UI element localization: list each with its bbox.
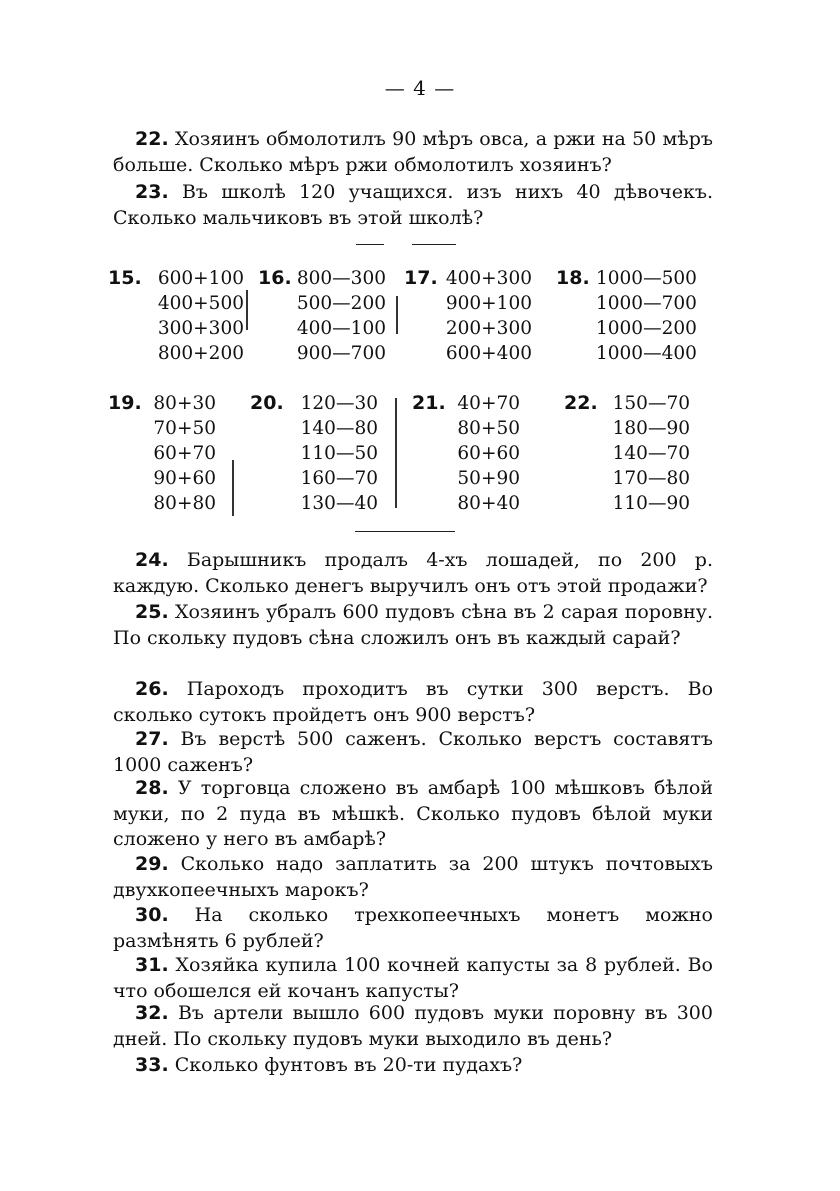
exercise-item: 60+70 (153, 443, 216, 464)
exercise-item: 400+500 (157, 293, 244, 314)
exercise-item: 1000—500 (596, 268, 697, 289)
problem-number: 31. (135, 954, 169, 976)
exercise-group-22 (564, 391, 704, 517)
problem-26 (113, 677, 713, 728)
problem-number: 29. (135, 853, 169, 875)
exercise-item: 110—90 (612, 493, 690, 514)
problem-text: Хозяйка купила 100 кочней капусты за 8 рублей. Во что обошелся ей кочанъ капусты? (113, 954, 713, 1002)
problem-text: Барышникъ продалъ 4-хъ лошадей, по 200 р. каждую. Сколько денегъ выручилъ онъ отъ этой продажи? (113, 549, 713, 597)
problem-23 (113, 180, 713, 231)
exercise-item: 800—300 (296, 268, 386, 289)
problem-31 (113, 953, 713, 1004)
problem-32 (113, 1001, 713, 1052)
problem-number: 23. (135, 181, 169, 203)
exercise-label: 21. (412, 392, 446, 414)
problem-22 (113, 127, 713, 178)
problem-number: 24. (135, 549, 169, 571)
problem-number: 28. (135, 777, 169, 799)
problem-number: 33. (135, 1054, 169, 1076)
problem-text: У торговца сложено въ амбарѣ 100 мѣшковъ бѣлой муки, по 2 пуда въ мѣшкѣ. Сколько пудовъ бѣлой муки сложено у него въ амбарѣ? (113, 777, 714, 850)
exercise-item: 600+100 (157, 268, 244, 289)
problem-text: Пароходъ проходитъ въ сутки 300 верстъ. Во сколько сутокъ пройдетъ онъ 900 верстъ? (113, 678, 714, 726)
exercise-group-15 (108, 266, 248, 366)
page-number: — 4 — (384, 76, 456, 100)
exercise-item: 160—70 (300, 468, 378, 489)
problem-33 (113, 1053, 713, 1079)
exercise-item: 400—100 (296, 318, 386, 339)
section-divider (355, 531, 455, 532)
exercise-item: 70+50 (153, 418, 216, 439)
exercise-label: 17. (404, 267, 438, 289)
problem-text: Въ артели вышло 600 пудовъ муки поровну въ 300 дней. По скольку пудовъ муки выходило въ день? (113, 1002, 713, 1050)
problem-number: 32. (135, 1002, 169, 1024)
exercise-group-19 (108, 391, 238, 517)
exercise-item: 60+60 (457, 443, 520, 464)
exercise-item: 200+300 (445, 318, 532, 339)
exercise-item: 110—50 (300, 443, 378, 464)
exercise-item: 130—40 (300, 493, 378, 514)
column-rule (232, 460, 234, 516)
exercise-item: 80+80 (153, 493, 216, 514)
exercise-item: 1000—200 (596, 318, 697, 339)
column-rule (396, 296, 398, 334)
exercise-item: 170—80 (612, 468, 690, 489)
exercise-item: 80+40 (457, 493, 520, 514)
problem-27 (113, 727, 713, 778)
exercise-item: 120—30 (300, 393, 378, 414)
problem-30 (113, 903, 713, 954)
exercise-item: 800+200 (157, 343, 244, 364)
exercise-item: 900—700 (296, 343, 386, 364)
exercise-label: 19. (108, 392, 142, 414)
problem-number: 30. (135, 904, 169, 926)
exercise-group-18 (556, 266, 706, 366)
exercise-label: 16. (258, 267, 292, 289)
problem-28 (113, 776, 713, 853)
exercise-item: 1000—400 (596, 343, 697, 364)
divider-short-right (412, 244, 456, 245)
problem-text: Сколько надо заплатить за 200 штукъ почтовыхъ двухкопеечныхъ марокъ? (113, 853, 713, 901)
column-rule (395, 398, 397, 508)
problem-text: На сколько трехкопеечныхъ монетъ можно размѣнять 6 рублей? (113, 904, 713, 952)
exercise-item: 80+30 (153, 393, 216, 414)
problem-text: Сколько фунтовъ въ 20-ти пудахъ? (174, 1054, 523, 1076)
exercise-item: 50+90 (457, 468, 520, 489)
exercise-item: 140—80 (300, 418, 378, 439)
problem-text: Въ верстѣ 500 саженъ. Сколько верстъ составятъ 1000 саженъ? (113, 728, 713, 776)
exercise-item: 1000—700 (596, 293, 697, 314)
problem-29 (113, 852, 713, 903)
exercise-group-17 (404, 266, 544, 366)
exercise-item: 180—90 (612, 418, 690, 439)
exercise-item: 140—70 (612, 443, 690, 464)
exercise-label: 18. (556, 267, 590, 289)
exercise-item: 40+70 (457, 393, 520, 414)
exercise-label: 20. (250, 392, 284, 414)
exercise-item: 600+400 (445, 343, 532, 364)
exercise-item: 900+100 (445, 293, 532, 314)
problem-text: Хозяинъ убралъ 600 пудовъ сѣна въ 2 сарая поровну. По скольку пудовъ сѣна сложилъ онъ въ каждый сарай? (113, 601, 713, 649)
exercise-label: 15. (108, 267, 142, 289)
problem-24 (113, 548, 713, 599)
exercise-item: 150—70 (612, 393, 690, 414)
column-rule (246, 290, 248, 330)
problem-number: 27. (135, 728, 169, 750)
exercise-item: 300+300 (157, 318, 244, 339)
divider-short-left (356, 244, 384, 245)
exercise-group-20 (250, 391, 390, 517)
exercise-item: 80+50 (457, 418, 520, 439)
problem-25 (113, 600, 713, 651)
problem-number: 22. (135, 128, 169, 150)
problem-text: Хозяинъ обмолотилъ 90 мѣръ овса, а ржи на 50 мѣръ больше. Сколько мѣръ ржи обмолотилъ хозяинъ? (113, 128, 713, 176)
problem-number: 25. (135, 601, 169, 623)
exercise-item: 90+60 (153, 468, 216, 489)
exercise-group-16 (258, 266, 398, 366)
problem-text: Въ школѣ 120 учащихся. изъ нихъ 40 дѣвочекъ. Сколько мальчиковъ въ этой школѣ? (113, 181, 713, 229)
exercise-item: 500—200 (296, 293, 386, 314)
problem-number: 26. (135, 678, 169, 700)
exercise-group-21 (412, 391, 542, 517)
exercise-label: 22. (564, 392, 598, 414)
exercise-item: 400+300 (445, 268, 532, 289)
